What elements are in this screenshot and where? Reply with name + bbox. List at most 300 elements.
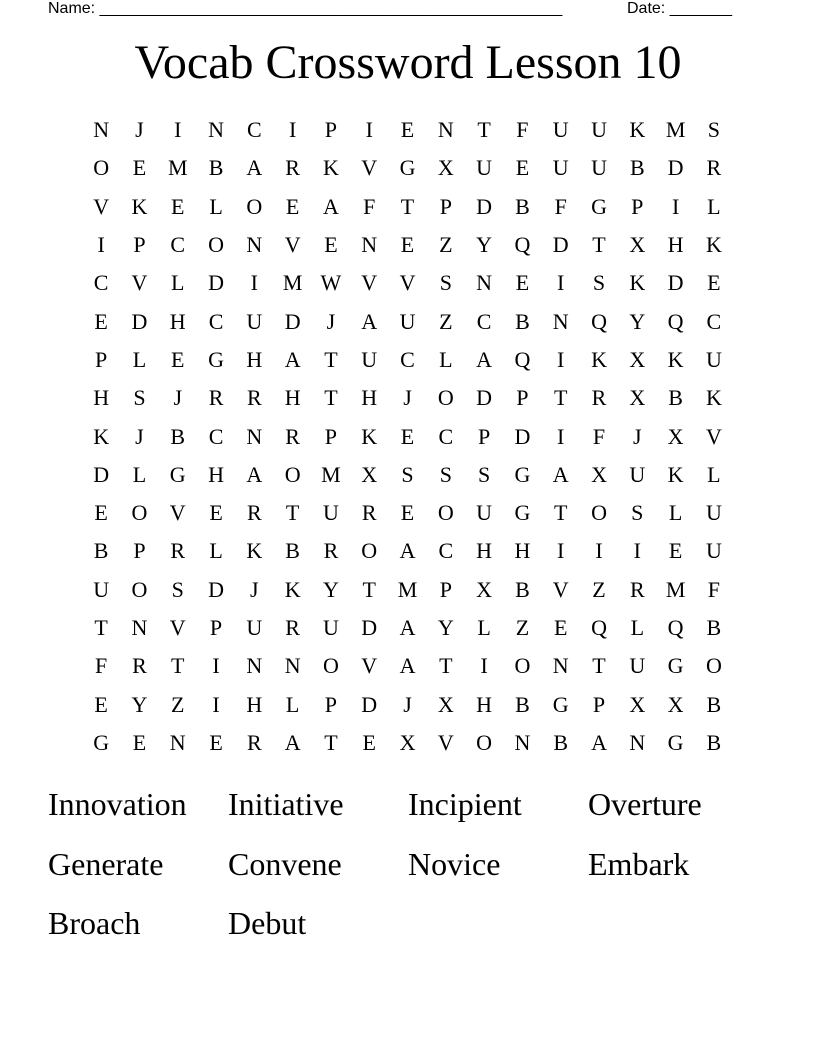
grid-letter: N: [246, 232, 263, 258]
grid-letter: E: [171, 346, 185, 372]
grid-letter: V: [399, 270, 416, 296]
word-bank-item: Initiative: [228, 786, 344, 822]
grid-letter: B: [515, 576, 530, 602]
grid-letter: X: [437, 691, 454, 717]
grid-letter: I: [671, 193, 680, 219]
grid-letter: E: [400, 117, 415, 143]
grid-letter: L: [477, 615, 491, 640]
grid-letter: K: [667, 346, 684, 372]
grid-letter: H: [246, 346, 263, 372]
grid-letter: O: [284, 461, 301, 487]
grid-letter: D: [131, 308, 148, 334]
grid-letter: Y: [629, 308, 646, 334]
grid-letter: T: [553, 385, 568, 411]
grid-letter: B: [515, 193, 530, 219]
grid-letter: K: [93, 423, 110, 449]
worksheet-header: [0, 0, 816, 20]
grid-letter: H: [246, 691, 263, 717]
grid-letter: I: [557, 346, 565, 372]
grid-letter: A: [246, 461, 263, 487]
grid-letter: C: [246, 117, 262, 143]
grid-letter: O: [131, 576, 148, 602]
grid-letter: C: [93, 270, 109, 296]
grid-letter: U: [322, 500, 339, 526]
grid-letter: K: [705, 232, 722, 258]
grid-letter: P: [324, 423, 338, 449]
grid-letter: N: [552, 653, 569, 679]
grid-letter: A: [476, 346, 493, 372]
grid-letter: I: [212, 653, 220, 679]
grid-letter: N: [169, 729, 186, 755]
word-bank: [48, 780, 768, 959]
grid-letter: N: [552, 308, 569, 334]
grid-letter: B: [706, 729, 722, 755]
grid-letter: R: [246, 385, 262, 411]
grid-letter: S: [592, 270, 606, 296]
grid-letter: I: [480, 653, 488, 679]
grid-letter: A: [284, 729, 301, 755]
grid-letter: J: [326, 308, 336, 334]
grid-letter: X: [361, 461, 378, 487]
grid-letter: S: [707, 117, 721, 143]
grid-letter: I: [633, 538, 641, 564]
grid-letter: H: [284, 385, 301, 411]
grid-letter: E: [553, 615, 568, 640]
grid-letter: C: [208, 423, 224, 449]
grid-letter: K: [246, 538, 263, 564]
grid-letter: X: [629, 691, 646, 717]
grid-letter: L: [285, 691, 300, 717]
grid-letter: T: [171, 653, 185, 679]
grid-letter: U: [591, 117, 607, 143]
grid-letter: J: [633, 423, 642, 449]
grid-letter: K: [361, 423, 378, 449]
grid-letter: L: [707, 193, 721, 219]
grid-letter: C: [208, 308, 224, 334]
grid-letter: O: [476, 729, 493, 755]
grid-letter: G: [591, 193, 607, 219]
grid-letter: I: [174, 117, 182, 143]
grid-letter: N: [476, 270, 493, 296]
grid-letter: Z: [515, 615, 530, 640]
grid-letter: Y: [476, 232, 493, 258]
grid-letter: A: [399, 653, 416, 679]
grid-letter: E: [707, 270, 721, 296]
grid-letter: L: [707, 461, 721, 487]
word-bank-item: Embark: [588, 845, 690, 882]
grid-letter: H: [361, 385, 378, 411]
grid-letter: J: [173, 385, 183, 411]
word-bank-item: Novice: [408, 845, 501, 882]
grid-letter: V: [284, 232, 301, 258]
grid-letter: X: [667, 423, 684, 449]
grid-letter: M: [665, 117, 686, 143]
grid-letter: D: [361, 691, 378, 717]
grid-letter: G: [399, 155, 416, 181]
grid-letter: E: [132, 729, 147, 755]
grid-letter: G: [514, 500, 531, 526]
grid-letter: S: [631, 500, 644, 526]
grid-letter: E: [400, 232, 415, 258]
grid-letter: M: [282, 270, 303, 296]
grid-letter: X: [399, 729, 416, 755]
grid-letter: E: [400, 423, 415, 449]
grid-letter: M: [167, 155, 188, 181]
date-line: Date: _______: [627, 0, 732, 17]
word-bank-item: Broach: [48, 905, 141, 941]
grid-letter: V: [705, 423, 722, 449]
grid-letter: U: [629, 461, 646, 487]
grid-letter: P: [516, 385, 529, 411]
grid-letter: A: [284, 346, 301, 372]
grid-letter: T: [324, 346, 338, 372]
grid-letter: E: [171, 193, 185, 219]
grid-letter: H: [208, 461, 224, 487]
grid-letter: U: [322, 615, 339, 640]
grid-letter: V: [361, 270, 378, 296]
grid-letter: U: [705, 538, 722, 564]
grid-letter: D: [667, 270, 684, 296]
grid-letter: I: [212, 691, 220, 717]
grid-letter: I: [595, 538, 603, 564]
word-bank-item: Generate: [48, 845, 164, 882]
grid-letter: D: [476, 385, 493, 411]
grid-letter: D: [476, 193, 493, 219]
grid-letter: U: [705, 500, 722, 526]
grid-letter: E: [515, 155, 530, 181]
grid-letter: B: [553, 729, 569, 755]
grid-letter: F: [95, 653, 108, 679]
grid-letter: I: [250, 270, 258, 296]
grid-letter: R: [246, 500, 262, 526]
grid-letter: G: [667, 729, 684, 755]
grid-letter: T: [324, 385, 338, 411]
grid-letter: P: [592, 691, 606, 717]
grid-letter: Z: [171, 691, 185, 717]
grid-letter: X: [437, 155, 454, 181]
word-bank-item: Convene: [228, 845, 342, 882]
grid-letter: Z: [439, 232, 453, 258]
grid-letter: S: [439, 461, 452, 487]
grid-letter: B: [706, 691, 722, 717]
grid-letter: B: [93, 538, 109, 564]
grid-letter: L: [668, 500, 683, 526]
grid-letter: I: [557, 538, 565, 564]
grid-letter: P: [324, 117, 338, 143]
grid-letter: O: [322, 653, 339, 679]
grid-letter: E: [362, 729, 376, 755]
grid-letter: X: [667, 691, 684, 717]
letter-grid: [82, 111, 733, 762]
grid-letter: X: [629, 385, 646, 411]
grid-letter: N: [246, 423, 263, 449]
grid-letter: Q: [591, 615, 607, 640]
grid-letter: K: [591, 346, 607, 372]
grid-letter: N: [437, 117, 454, 143]
grid-letter: I: [557, 423, 565, 449]
grid-letter: E: [94, 500, 108, 526]
grid-letter: I: [365, 117, 373, 143]
grid-letter: L: [132, 461, 147, 487]
grid-letter: T: [592, 653, 606, 679]
grid-letter: E: [132, 155, 147, 181]
grid-letter: F: [707, 576, 721, 602]
grid-letter: E: [285, 193, 300, 219]
grid-letter: R: [323, 538, 339, 564]
grid-letter: T: [553, 500, 568, 526]
grid-letter: Q: [667, 308, 684, 334]
grid-letter: S: [133, 385, 146, 411]
grid-letter: E: [94, 691, 108, 717]
grid-letter: Y: [437, 615, 454, 640]
grid-letter: O: [93, 155, 110, 181]
grid-letter: Y: [131, 691, 148, 717]
grid-letter: L: [171, 270, 185, 296]
grid-letter: I: [97, 232, 105, 258]
grid-letter: B: [515, 691, 530, 717]
grid-letter: Z: [592, 576, 606, 602]
grid-letter: G: [552, 691, 569, 717]
grid-letter: A: [361, 308, 378, 334]
grid-letter: P: [133, 232, 146, 258]
grid-letter: O: [361, 538, 378, 564]
grid-letter: E: [209, 729, 223, 755]
grid-letter: N: [361, 232, 378, 258]
grid-letter: P: [477, 423, 491, 449]
grid-letter: L: [209, 538, 223, 564]
grid-letter: D: [667, 155, 684, 181]
grid-letter: T: [94, 615, 108, 640]
grid-letter: G: [93, 729, 110, 755]
grid-letter: V: [552, 576, 569, 602]
grid-letter: B: [629, 155, 645, 181]
grid-letter: D: [552, 232, 569, 258]
word-bank-item: Incipient: [408, 786, 522, 822]
grid-letter: O: [208, 232, 224, 258]
grid-letter: M: [665, 576, 686, 602]
grid-letter: O: [246, 193, 263, 219]
grid-letter: C: [438, 538, 454, 564]
grid-letter: O: [514, 653, 531, 679]
grid-letter: J: [403, 691, 412, 717]
word-bank-item: Debut: [228, 905, 307, 941]
grid-letter: B: [170, 423, 186, 449]
grid-letter: A: [552, 461, 569, 487]
grid-letter: A: [399, 538, 416, 564]
grid-letter: C: [706, 308, 722, 334]
grid-letter: O: [131, 500, 148, 526]
grid-letter: A: [246, 155, 263, 181]
grid-letter: R: [246, 729, 262, 755]
name-line: Name: ____________________________________________________: [48, 0, 563, 17]
grid-letter: N: [93, 117, 110, 143]
grid-letter: R: [629, 576, 645, 602]
grid-letter: E: [515, 270, 530, 296]
grid-letter: J: [403, 385, 412, 411]
grid-letter: T: [324, 729, 338, 755]
grid-letter: Q: [591, 308, 607, 334]
grid-letter: Q: [514, 232, 531, 258]
grid-letter: U: [246, 308, 263, 334]
grid-letter: U: [246, 615, 263, 640]
grid-letter: D: [514, 423, 531, 449]
grid-letter: X: [591, 461, 607, 487]
grid-letter: F: [516, 117, 529, 143]
grid-letter: C: [170, 232, 186, 258]
grid-letter: Y: [322, 576, 339, 602]
grid-letter: I: [288, 117, 297, 143]
grid-letter: K: [667, 461, 684, 487]
grid-letter: B: [706, 615, 722, 640]
grid-letter: O: [437, 500, 454, 526]
grid-letter: D: [93, 461, 110, 487]
grid-letter: U: [705, 346, 722, 372]
grid-letter: R: [285, 615, 300, 640]
grid-letter: R: [361, 500, 377, 526]
grid-letter: K: [629, 270, 646, 296]
grid-letter: C: [400, 346, 415, 372]
grid-letter: K: [284, 576, 301, 602]
grid-letter: H: [667, 232, 684, 258]
grid-letter: D: [208, 270, 224, 296]
grid-letter: D: [361, 615, 378, 640]
grid-letter: U: [591, 155, 607, 181]
grid-letter: V: [437, 729, 454, 755]
grid-letter: H: [476, 691, 493, 717]
grid-letter: R: [706, 155, 722, 181]
grid-letter: V: [131, 270, 148, 296]
grid-letter: A: [399, 615, 416, 640]
grid-letter: E: [668, 538, 683, 564]
grid-letter: V: [169, 615, 186, 640]
grid-letter: U: [629, 653, 646, 679]
grid-letter: L: [439, 346, 453, 372]
grid-letter: T: [400, 193, 415, 219]
grid-letter: O: [591, 500, 607, 526]
grid-letter: T: [477, 117, 491, 143]
grid-letter: B: [285, 538, 300, 564]
grid-letter: A: [591, 729, 607, 755]
grid-letter: E: [209, 500, 223, 526]
grid-letter: H: [514, 538, 531, 564]
grid-letter: L: [630, 615, 645, 640]
grid-letter: L: [132, 346, 147, 372]
grid-letter: R: [591, 385, 607, 411]
grid-letter: U: [93, 576, 110, 602]
grid-letter: L: [209, 193, 223, 219]
grid-letter: E: [324, 232, 338, 258]
grid-letter: B: [208, 155, 224, 181]
grid-letter: N: [284, 653, 301, 679]
grid-letter: G: [667, 653, 684, 679]
grid-letter: G: [514, 461, 531, 487]
grid-letter: T: [285, 500, 300, 526]
grid-letter: O: [437, 385, 454, 411]
grid-letter: H: [476, 538, 493, 564]
grid-letter: X: [629, 346, 646, 372]
grid-letter: T: [362, 576, 376, 602]
grid-letter: Z: [439, 308, 453, 334]
grid-letter: J: [135, 423, 144, 449]
grid-letter: E: [94, 308, 108, 334]
grid-letter: P: [324, 691, 338, 717]
grid-letter: S: [401, 461, 414, 487]
grid-letter: R: [285, 155, 300, 181]
grid-letter: M: [397, 576, 418, 602]
grid-letter: U: [476, 155, 493, 181]
grid-letter: H: [93, 385, 110, 411]
grid-letter: U: [552, 155, 569, 181]
grid-letter: S: [477, 461, 491, 487]
grid-letter: F: [363, 193, 376, 219]
grid-letter: N: [246, 653, 263, 679]
grid-letter: S: [171, 576, 184, 602]
grid-letter: B: [515, 308, 530, 334]
grid-letter: A: [322, 193, 339, 219]
page-title: Vocab Crossword Lesson 10: [134, 36, 682, 89]
grid-letter: E: [400, 500, 415, 526]
grid-letter: N: [208, 117, 224, 143]
grid-letter: G: [208, 346, 224, 372]
grid-letter: S: [439, 270, 452, 296]
grid-letter: K: [322, 155, 339, 181]
grid-letter: K: [629, 117, 646, 143]
grid-letter: T: [439, 653, 453, 679]
word-bank-item: Overture: [588, 786, 702, 822]
grid-letter: P: [439, 193, 452, 219]
grid-letter: I: [557, 270, 565, 296]
grid-letter: V: [93, 193, 110, 219]
grid-letter: J: [135, 117, 144, 143]
grid-letter: J: [250, 576, 259, 602]
grid-letter: R: [170, 538, 186, 564]
grid-letter: P: [439, 576, 452, 602]
grid-letter: U: [552, 117, 569, 143]
grid-letter: D: [208, 576, 224, 602]
word-bank-item: Innovation: [48, 786, 187, 822]
grid-letter: U: [476, 500, 493, 526]
grid-letter: B: [668, 385, 683, 411]
grid-letter: G: [169, 461, 186, 487]
grid-letter: N: [131, 615, 148, 640]
grid-letter: P: [133, 538, 146, 564]
grid-letter: Q: [514, 346, 531, 372]
grid-letter: P: [631, 193, 644, 219]
grid-letter: C: [438, 423, 454, 449]
grid-letter: H: [169, 308, 186, 334]
grid-letter: T: [592, 232, 606, 258]
grid-letter: M: [321, 461, 341, 487]
grid-letter: U: [399, 308, 416, 334]
grid-letter: W: [320, 270, 342, 296]
grid-letter: U: [361, 346, 378, 372]
grid-letter: X: [629, 232, 646, 258]
grid-letter: O: [705, 653, 722, 679]
grid-letter: P: [95, 346, 108, 372]
grid-letter: V: [169, 500, 186, 526]
grid-letter: R: [285, 423, 300, 449]
grid-letter: V: [361, 653, 378, 679]
grid-letter: F: [554, 193, 567, 219]
grid-letter: N: [514, 729, 531, 755]
grid-letter: D: [284, 308, 301, 334]
grid-letter: K: [131, 193, 148, 219]
grid-letter: F: [592, 423, 606, 449]
grid-letter: R: [132, 653, 147, 679]
grid-letter: C: [476, 308, 492, 334]
grid-letter: N: [629, 729, 646, 755]
grid-letter: P: [209, 615, 223, 640]
